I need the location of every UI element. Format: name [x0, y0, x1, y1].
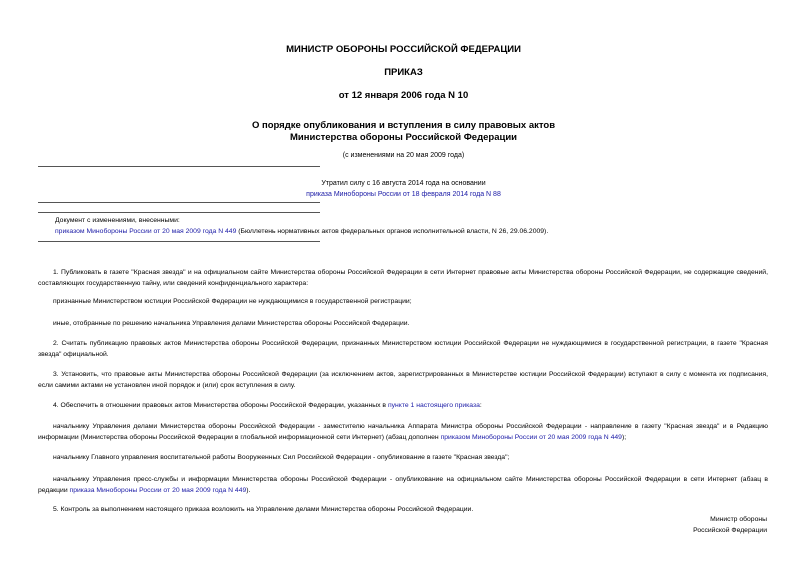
- changes-suffix: (Бюллетень нормативных актов федеральных органов исполнительной власти, N 26, 29.06.2009).: [236, 228, 549, 235]
- point-1-link[interactable]: пункте 1 настоящего приказа: [387, 402, 480, 409]
- divider: [38, 166, 320, 167]
- paragraph-4a-end: );: [621, 434, 627, 441]
- changes-link[interactable]: приказом Минобороны России от 20 мая 2009 года N 449: [55, 228, 237, 235]
- paragraph-1: 1. Публиковать в газете "Красная звезда" и на официальном сайте Министерства обороны Российской Федерации в сети Интернет правовые акты Министерства обороны Российской Федерации, не содержащие сведений, составляющих государственную тайну, или сведений конфиденциального характера:: [38, 269, 768, 287]
- status-line: Утратил силу с 16 августа 2014 года на основании: [321, 180, 486, 187]
- signature-title: Министр обороны: [710, 516, 767, 523]
- paragraph-5: 5. Контроль за выполнением настоящего приказа возложить на Управление делами Министерства обороны Российской Федерации.: [53, 506, 474, 513]
- paragraph-4a: [38, 421, 768, 443]
- order-449-link[interactable]: приказа Минобороны России от 20 мая 2009 года N 449: [69, 487, 247, 494]
- divider: [38, 241, 320, 242]
- paragraph-3: 3. Установить, что правовые акты Министерства обороны Российской Федерации (за исключением актов, зарегистрированных в Министерстве юстиции Российской Федерации) вступают в силу с момента их подписания, если самими актами не установлен иной порядок и (или) срок вступления в силу.: [38, 371, 768, 389]
- order-449-link[interactable]: приказом Минобороны России от 20 мая 2009 года N 449: [440, 434, 622, 441]
- paragraph-4c-end: ).: [246, 487, 251, 494]
- ministry-header: МИНИСТР ОБОРОНЫ РОССИЙСКОЙ ФЕДЕРАЦИИ: [286, 44, 521, 55]
- paragraph-2: 2. Считать публикацию правовых актов Министерства обороны Российской Федерации, признанных Министерством юстиции Российской Федерации не нуждающимися в государственной регистрации, в газете "Красная звезда" официальной.: [38, 340, 768, 358]
- signature-country: Российской Федерации: [693, 527, 767, 534]
- divider: [38, 212, 320, 213]
- paragraph-1a: признанные Министерством юстиции Российской Федерации не нуждающимися в государственной регистрации;: [53, 298, 412, 305]
- paragraph-4c-text: начальнику Управления пресс-службы и информации Министерства обороны Российской Федерации - опубликование на официальном сайте Министерства обороны Российской Федерации в сети Интернет (абзац в редакции: [38, 476, 768, 494]
- paragraph-4-end: :: [479, 402, 482, 409]
- paragraph-4: [38, 400, 768, 411]
- paragraph-4-text: 4. Обеспечить в отношении правовых актов Министерства обороны Российской Федерации, указанных в: [53, 402, 388, 409]
- changes-label: Документ с изменениями, внесенными:: [55, 217, 180, 224]
- changes-note: (с изменениями на 20 мая 2009 года): [342, 152, 465, 159]
- paragraph-4b: начальнику Главного управления воспитательной работы Вооруженных Сил Российской Федерации - опубликование в газете "Красная звезда";: [53, 454, 510, 461]
- changes-line: [55, 226, 548, 237]
- paragraph-1b: иные, отобранные по решению начальника Управления делами Министерства обороны Российской Федерации.: [53, 320, 410, 327]
- paragraph-4c: [38, 474, 768, 496]
- title-line-2: Министерства обороны Российской Федерации: [289, 132, 518, 143]
- repeal-link[interactable]: приказа Минобороны России от 18 февраля 2014 года N 88: [306, 191, 501, 198]
- divider: [38, 202, 320, 203]
- title-line-1: О порядке опубликования и вступления в силу правовых актов: [251, 120, 556, 131]
- date-number: от 12 января 2006 года N 10: [338, 90, 469, 101]
- paragraph-4a-text: начальнику Управления делами Министерства обороны Российской Федерации - заместителю начальника Аппарата Министра обороны Российской Федерации - направление в газету "Красная звезда" и в Редакцию информации (Министерства обороны Российской Федерации в глобальной информационной сети Интернет) (абзац дополнен: [38, 423, 768, 441]
- doc-type: ПРИКАЗ: [384, 67, 423, 78]
